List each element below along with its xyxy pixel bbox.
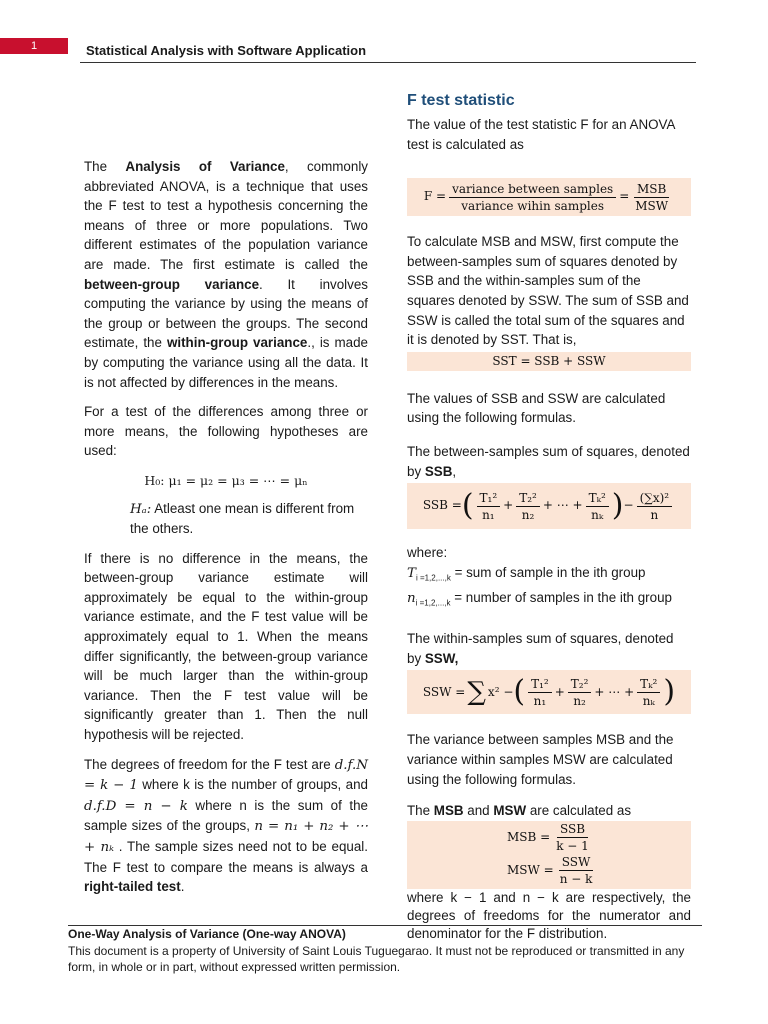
text: ., is made by computing the variance using all the data. It is not affected by differences in the means.	[84, 335, 368, 390]
numerator: SSW	[559, 854, 594, 871]
denominator: nₖ	[591, 507, 604, 522]
right-column	[407, 90, 691, 951]
section-title: F test statistic	[407, 92, 515, 109]
fraction	[637, 676, 660, 709]
ha-text: Atleast one mean is different from the others.	[130, 500, 355, 537]
subscript: i =1,2,...,k	[415, 573, 451, 583]
numerator: T₂²	[568, 676, 592, 693]
equals: =	[619, 189, 630, 204]
text: The	[84, 159, 126, 174]
f-test-explanation: If there is no difference in the means, the between-group variance estimate will approximately be equal to the within-group variance estimate, and the F test value will be approximately equal to 1. When the means differ significantly, the between-group variance will be much larger than the within-group variance. Then the F test value will be significantly greater than 1. Then the null hypothesis will be rejected.	[84, 550, 368, 743]
text: The	[407, 803, 434, 819]
text: = number of samples in the ith group	[450, 589, 672, 605]
bold-term: MSB	[433, 803, 464, 819]
left-column	[84, 157, 368, 907]
bold-term: between-group variance	[84, 276, 260, 292]
bold-term: SSB	[424, 463, 453, 479]
ellipsis: + ⋯ +	[542, 498, 583, 513]
text: where k is the number of groups, and	[137, 777, 369, 793]
x-squared: x² −	[487, 684, 514, 699]
denominator: k − 1	[556, 838, 589, 853]
variance-paragraph: The variance between samples MSB and the variance within samples MSW are calculated using the following formulas.	[407, 732, 674, 787]
fraction	[586, 490, 609, 523]
denominator: nₖ	[642, 693, 655, 708]
fraction	[632, 181, 671, 214]
formula-lhs: F =	[423, 189, 447, 204]
msw-formula	[507, 854, 691, 887]
denominator: n₁	[533, 693, 547, 708]
ssb-ssw-paragraph: To calculate MSB and MSW, first compute the between-samples sum of squares denoted by SSB and the within-samples sum of the squares denoted by SSW. The sum of SSB and SSW is called the total sum of the squares and it is denoted by SST. That is,	[407, 234, 689, 348]
text: and	[463, 803, 494, 819]
text: The between-samples sum of squares, denoted by	[407, 443, 690, 479]
fraction	[557, 854, 596, 887]
ellipsis: + ⋯ +	[594, 684, 635, 699]
ssb-formula	[407, 483, 691, 529]
formula-lhs: SSB =	[422, 498, 462, 513]
bold-term: Analysis of Variance	[125, 159, 285, 174]
numerator: T₂²	[516, 490, 540, 507]
plus: +	[554, 684, 565, 699]
right-paren: )	[663, 674, 676, 710]
text: .	[180, 879, 185, 895]
numerator: (∑x)²	[637, 490, 673, 507]
msb-msw-formulas	[407, 821, 691, 889]
bold-term: right-tailed test	[84, 879, 181, 895]
values-paragraph: The values of SSB and SSW are calculated using the following formulas.	[407, 390, 666, 426]
bold-term: MSW	[493, 803, 527, 819]
sigma: ∑	[467, 677, 486, 708]
text: where n is the sum of the sample sizes of the groups,	[84, 797, 368, 834]
fraction	[568, 676, 592, 709]
anova-intro-paragraph	[84, 157, 368, 392]
denominator: n	[650, 507, 659, 522]
degrees-of-freedom-paragraph	[84, 755, 368, 897]
formula-lhs: SSW =	[422, 684, 466, 699]
formula-lhs: MSW =	[507, 862, 554, 877]
text: are calculated as	[526, 803, 632, 819]
numerator: variance between samples	[449, 181, 616, 198]
text: . The sample sizes need not to be equal. The F test to compare the means is always a	[84, 839, 368, 875]
text: The degrees of freedom for the F test are	[84, 756, 335, 772]
fraction	[528, 676, 552, 709]
running-title: Statistical Analysis with Software Application	[86, 43, 367, 58]
symbol: T	[407, 565, 416, 581]
denominator: n − k	[559, 871, 593, 886]
alternative-hypothesis	[84, 499, 368, 539]
text: ,	[452, 463, 457, 479]
text: , commonly abbreviated ANOVA, is a technique that uses the F test to test a hypothesis concerning the means of three or more populations. Two different estimates of the population variance are made. The first estimate is called the	[84, 159, 368, 272]
plus: +	[503, 498, 514, 513]
ssb-heading	[407, 442, 691, 481]
denominator: n₁	[482, 507, 495, 522]
footer-note: This document is a property of University of Saint Louis Tuguegarao. It must not be reproduced or transmitted in any form, in whole or in part, without expressed written permission.	[68, 944, 685, 974]
denominator: MSW	[635, 198, 669, 213]
fraction	[637, 490, 673, 523]
minus: −	[623, 498, 634, 513]
left-paren: (	[513, 674, 526, 710]
ssw-heading	[407, 629, 691, 668]
numerator: MSB	[634, 181, 669, 198]
msb-formula	[507, 821, 691, 854]
numerator: Tₖ²	[637, 676, 660, 693]
text: The within-samples sum of squares, denoted by	[407, 631, 674, 666]
fraction	[516, 490, 540, 523]
footer-rule	[68, 925, 702, 926]
sst-formula: SST = SSB + SSW	[407, 352, 691, 371]
df-explanation: where k − 1 and n − k are respectively, the degrees of freedoms for the numerator and denominator for the F distribution.	[407, 889, 691, 941]
footer-title: One-Way Analysis of Variance (One-way ANOVA)	[68, 927, 346, 941]
numerator: T₁²	[477, 490, 501, 507]
denominator: n₂	[521, 507, 535, 522]
msb-heading	[407, 801, 691, 821]
left-paren: (	[461, 488, 474, 524]
page-number: 1	[0, 38, 68, 54]
where-t-definition	[407, 563, 691, 588]
numerator: Tₖ²	[586, 490, 609, 507]
f-formula	[407, 178, 691, 216]
math: d.f.D = n − k	[84, 798, 188, 814]
text: = sum of sample in the ith group	[450, 564, 646, 580]
math: d.f.N = k − 1	[84, 757, 368, 794]
subscript: i =1,2,...,k	[415, 598, 451, 608]
numerator: T₁²	[528, 676, 552, 693]
ha-label: Hₐ:	[130, 501, 152, 517]
fraction	[449, 181, 616, 214]
denominator: n₂	[573, 693, 586, 708]
math: n = n₁ + n₂ + ⋯ + nₖ	[84, 819, 368, 855]
where-label: where:	[407, 545, 448, 561]
denominator: variance wihin samples	[461, 198, 604, 213]
header-rule	[80, 62, 696, 63]
fraction	[553, 821, 592, 854]
hypotheses-intro: For a test of the differences among three or more means, the following hypotheses are used:	[84, 404, 368, 459]
where-n-definition	[407, 588, 691, 613]
null-hypothesis: H₀: μ₁ = μ₂ = μ₃ = ⋯ = μₙ	[144, 472, 308, 488]
fraction	[477, 490, 501, 523]
ssw-formula	[407, 670, 691, 714]
numerator: SSB	[557, 821, 588, 838]
formula-lhs: MSB =	[507, 829, 551, 844]
bold-term: within-group variance	[166, 335, 308, 351]
text: . It involves computing the variance by using the means of the group or between the groups. The second estimate, the	[84, 276, 368, 351]
bold-term: SSW,	[424, 650, 459, 666]
f-intro: The value of the test statistic F for an ANOVA test is calculated as	[407, 117, 675, 152]
symbol: n	[407, 590, 416, 606]
right-paren: )	[611, 488, 624, 524]
